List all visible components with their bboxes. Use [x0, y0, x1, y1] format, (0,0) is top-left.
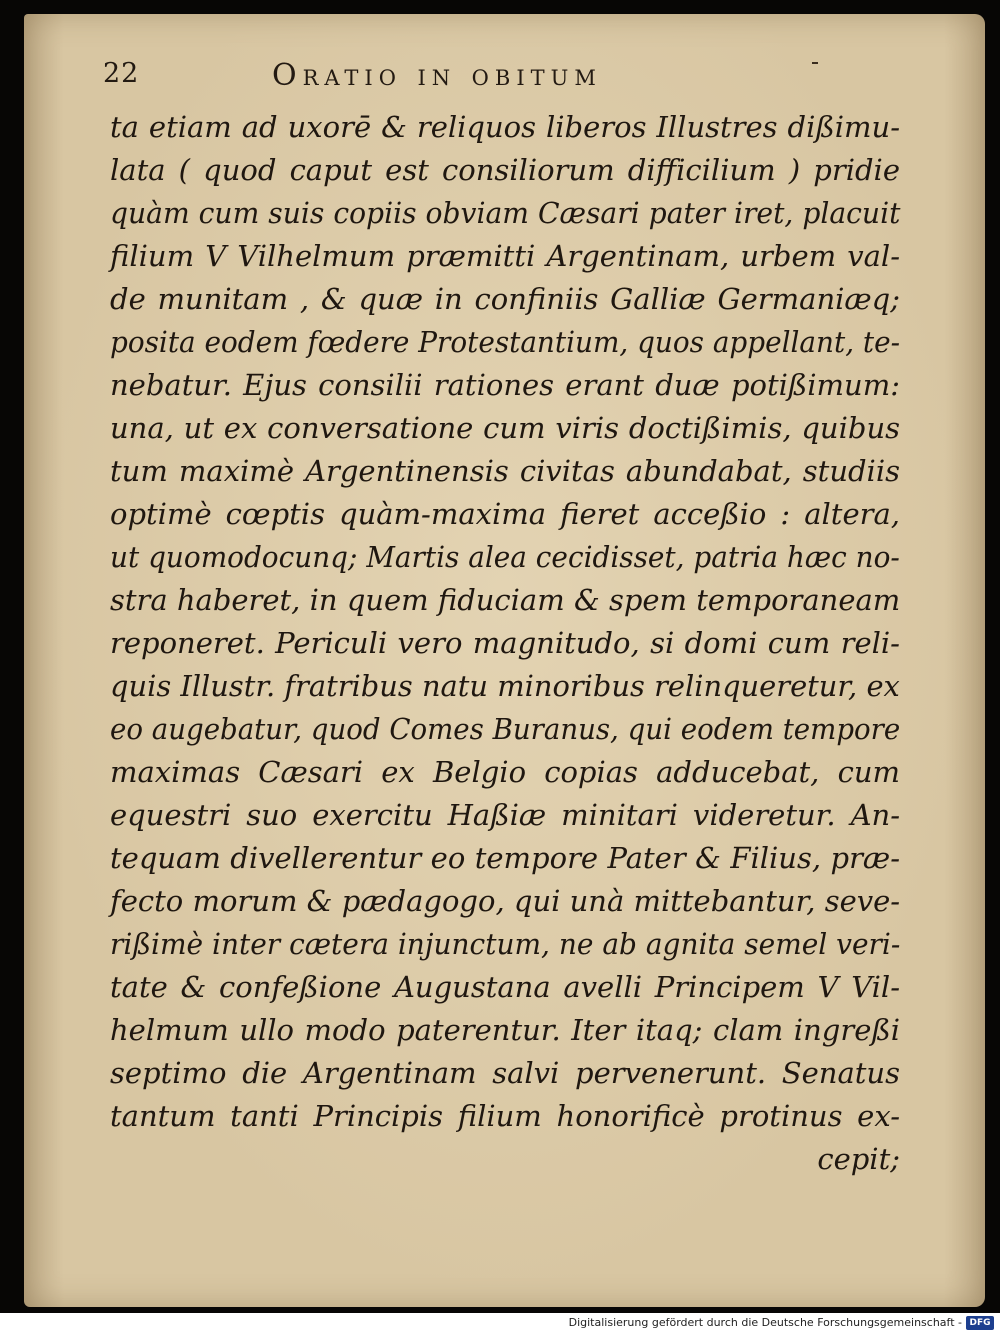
text-line: tantum tanti Principis filium honorificè protinus ex-: [110, 1099, 900, 1133]
text-line: de munitam , & quæ in confiniis Galliæ Germaniæq;: [110, 282, 900, 316]
text-line: posita eodem fœdere Protestantium, quos appellant, te-: [110, 325, 901, 359]
text-line: quàm cum suis copiis obviam Cæsari pater iret, placuit: [110, 196, 901, 230]
text-line: septimo die Argentinam salvi pervenerunt. Senatus: [110, 1056, 900, 1090]
text-line: equestri suo exercitu Haßiæ minitari videretur. An-: [110, 798, 900, 832]
text-line: tequam divellerentur eo tempore Pater & Filius, præ-: [110, 841, 900, 875]
footer-credit: Digitalisierung gefördert durch die Deutsche Forschungsgemeinschaft -: [568, 1316, 962, 1329]
text-line: filium V Vilhelmum præmitti Argentinam, urbem val-: [110, 239, 900, 273]
text-line: nebatur. Ejus consilii rationes erant duæ potißimum:: [110, 368, 900, 402]
text-line: una, ut ex conversatione cum viris doctißimis, quibus: [110, 411, 900, 445]
running-head: Oratio in obitum: [272, 58, 602, 93]
text-line: ut quomodocunq; Martis alea cecidisset, patria hæc no-: [110, 540, 900, 574]
text-line: optimè cœptis quàm-maxima fieret acceßio : altera,: [110, 497, 900, 531]
text-line: reponeret. Periculi vero magnitudo, si domi cum reli-: [110, 626, 900, 660]
text-line: rißimè inter cætera injunctum, ne ab agnita semel veri-: [110, 927, 901, 961]
text-line: quis Illustr. fratribus natu minoribus relinqueretur, ex: [110, 669, 900, 703]
text-line: ta etiam ad uxorē & reliquos liberos Illustres dißimu-: [110, 110, 900, 144]
page-number: 22: [103, 58, 140, 89]
text-line: eo augebatur, quod Comes Buranus, qui eodem tempore: [110, 712, 901, 746]
text-line: fecto morum & pædagogo, qui unà mittebantur, seve-: [110, 884, 901, 918]
text-line: tum maximè Argentinensis civitas abundabat, studiis: [110, 454, 900, 488]
text-line: maximas Cæsari ex Belgio copias adducebat, cum: [110, 755, 900, 789]
dfg-logo-icon: DFG: [966, 1316, 994, 1330]
text-line: stra haberet, in quem fiduciam & spem temporaneam: [110, 583, 901, 617]
head-ornament: [812, 62, 818, 64]
body-text: [110, 106, 930, 1181]
text-line: helmum ullo modo paterentur. Iter itaq; clam ingreßi: [110, 1013, 900, 1047]
text-line: lata ( quod caput est consiliorum difficilium ) pridie: [110, 153, 900, 187]
text-line: cepit;: [817, 1142, 900, 1176]
text-line: tate & confeßione Augustana avelli Principem V Vil-: [110, 970, 900, 1004]
